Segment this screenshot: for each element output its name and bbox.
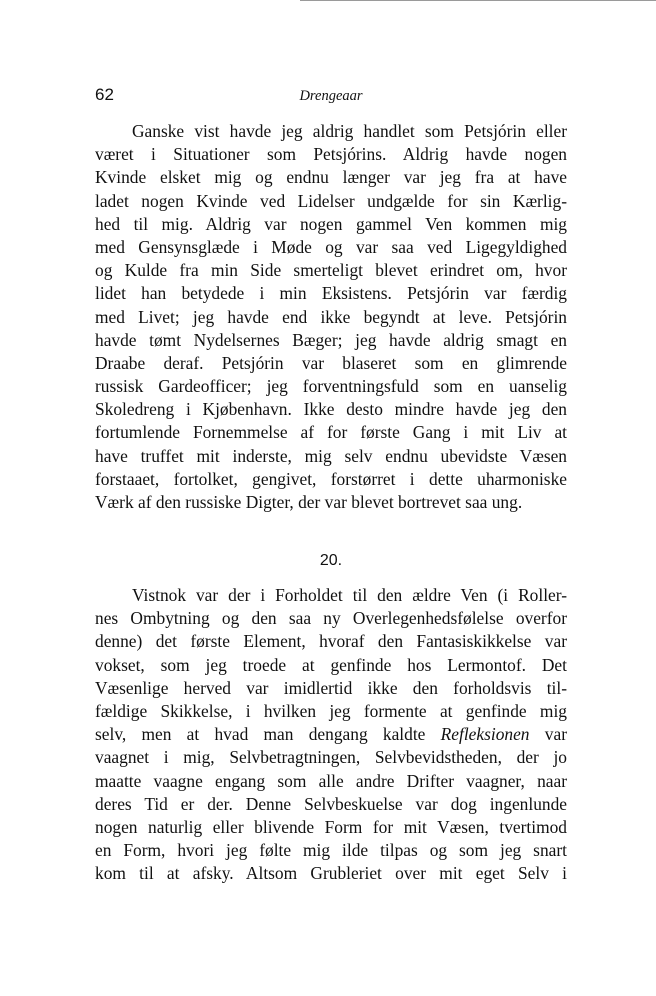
text-line: nogen naturlig eller blivende Form for mit Væsen, tvertimod <box>95 816 567 837</box>
paragraph-1 <box>95 120 567 514</box>
scan-edge-rule <box>300 0 656 1</box>
text-line: Kvinde elsket mig og endnu længer var jeg fra at have <box>95 167 567 188</box>
page-number: 62 <box>95 85 114 104</box>
text-line: have truffet mit inderste, mig selv endnu ubevidste Væsen <box>95 445 567 466</box>
page-header <box>95 84 567 108</box>
section-number: 20. <box>319 552 343 569</box>
text-line: Draabe deraf. Petsjórin var blaseret som en glimrende <box>95 352 567 373</box>
text-line: ladet nogen Kvinde ved Lidelser undgælde for sin Kærlig- <box>95 190 567 211</box>
emphasized-word: Refleksionen <box>440 724 530 745</box>
text-line: russisk Gardeofficer; jeg forventningsfuld som en uanselig <box>95 376 567 397</box>
text-line: deres Tid er der. Denne Selvbeskuelse var dog ingenlunde <box>95 793 567 814</box>
text-line: en Form, hvori jeg følte mig ilde tilpas og som jeg snart <box>95 840 567 861</box>
running-head: Drengeaar <box>299 88 363 104</box>
text-line: fortumlende Fornemmelse af for første Gang i mit Liv at <box>95 422 567 443</box>
text-line: Væsenlige herved var imidlertid ikke den forholdsvis til- <box>95 677 567 698</box>
text-line: nes Ombytning og den saa ny Overlegenhedsfølelse overfor <box>95 608 567 629</box>
text-line: været i Situationer som Petsjórins. Aldrig havde nogen <box>95 144 567 165</box>
text-line: forstaaet, fortolket, gengivet, forstørret i dette uharmoniske <box>95 468 567 489</box>
paragraph-2 <box>95 584 567 885</box>
text-line: Ganske vist havde jeg aldrig handlet som Petsjórin eller <box>132 121 567 141</box>
text-line: fældige Skikkelse, i hvilken jeg formente at genfinde mig <box>95 700 567 721</box>
text-line-with-emphasis <box>95 723 567 746</box>
text-segment: var <box>544 724 567 745</box>
text-segment: selv, men at hvad man dengang kaldte <box>95 724 426 745</box>
text-line: vokset, som jeg troede at genfinde hos Lermontof. Det <box>95 654 567 675</box>
text-line: havde tømt Nydelsernes Bæger; jeg havde aldrig smagt en <box>95 329 567 350</box>
text-line: med Gensynsglæde i Møde og var saa ved Ligegyldighed <box>95 236 567 257</box>
text-line: vaagnet i mig, Selvbetragtningen, Selvbevidstheden, der jo <box>95 747 567 768</box>
text-line: Værk af den russiske Digter, der var blevet bortrevet saa ung. <box>95 492 523 512</box>
text-line: denne) det første Element, hvoraf den Fantasiskikkelse var <box>95 631 567 652</box>
text-line: hed til mig. Aldrig var nogen gammel Ven kommen mig <box>95 213 567 234</box>
text-line: kom til at afsky. Altsom Grubleriet over mit eget Selv i <box>95 863 567 884</box>
text-line: lidet han betydede i min Eksistens. Petsjórin var færdig <box>95 283 567 304</box>
text-line: og Kulde fra min Side smerteligt blevet erindret om, hvor <box>95 260 567 281</box>
text-line: med Livet; jeg havde end ikke begyndt at leve. Petsjórin <box>95 306 567 327</box>
text-line: Skoledreng i Kjøbenhavn. Ikke desto mindre havde jeg den <box>95 399 567 420</box>
text-line: maatte vaagne engang som alle andre Drifter vaagner, naar <box>95 770 567 791</box>
text-line: Vistnok var der i Forholdet til den ældre Ven (i Roller- <box>132 585 567 605</box>
